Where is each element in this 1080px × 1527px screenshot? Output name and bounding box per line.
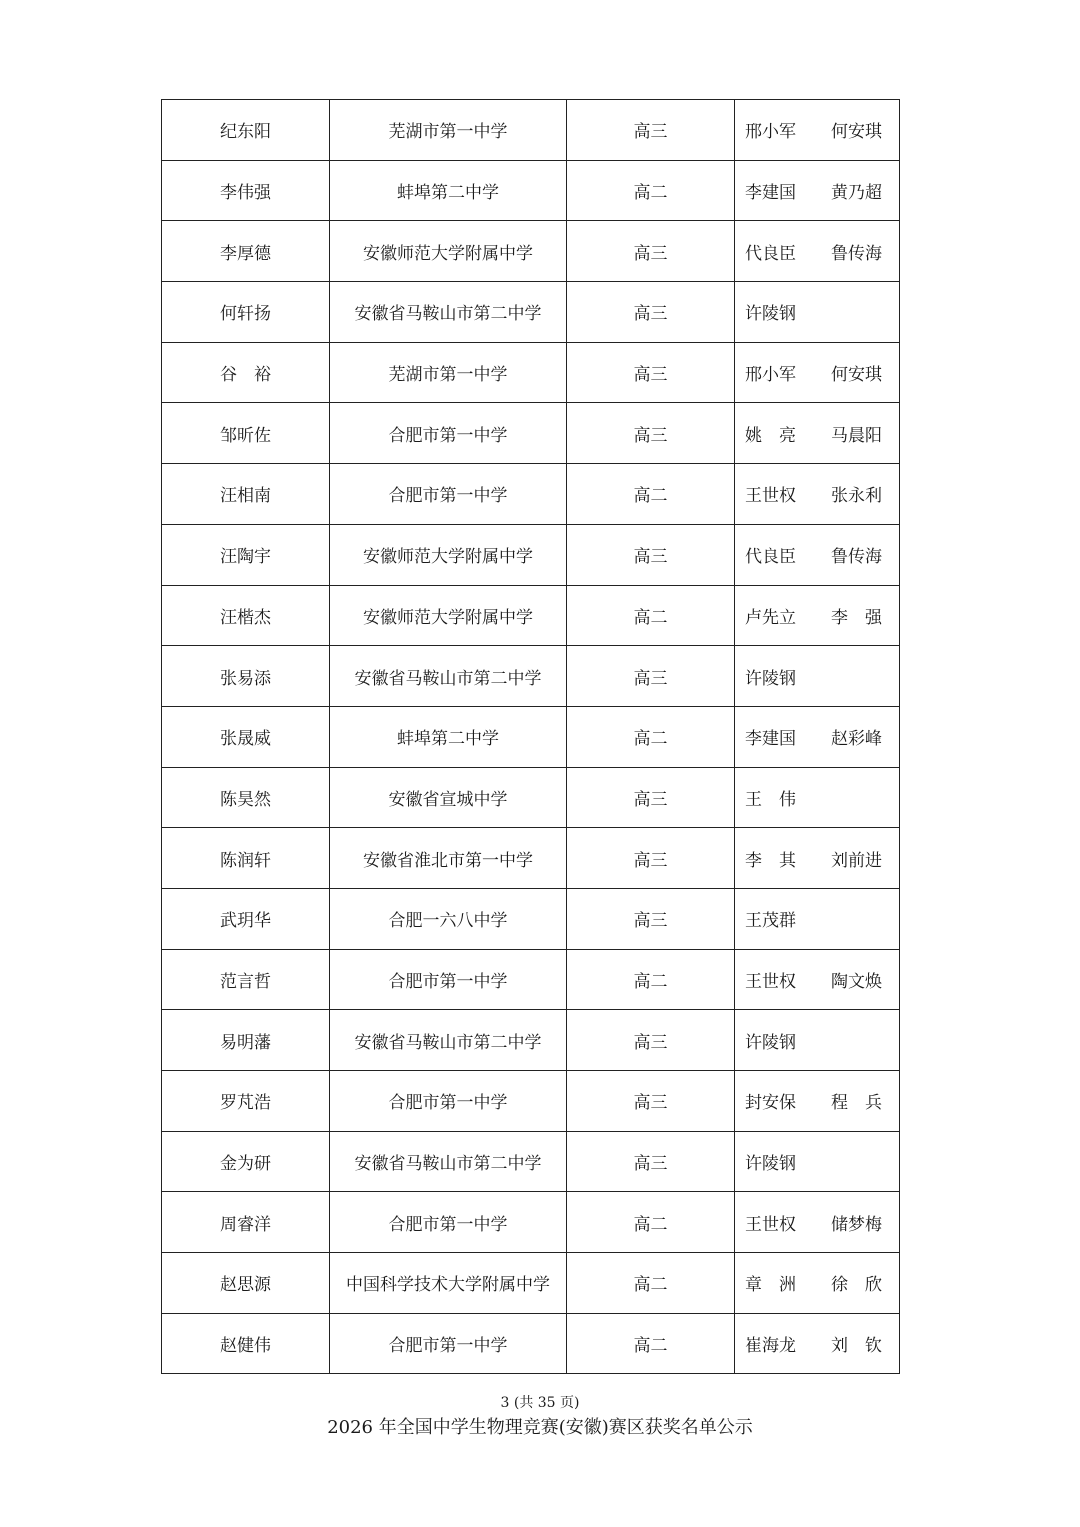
grade-cell: 高三 [567, 646, 735, 707]
student-name-cell: 李伟强 [162, 160, 330, 221]
grade-cell: 高三 [567, 100, 735, 161]
coach-primary: 卢先立 [745, 607, 796, 628]
school-cell: 合肥市第一中学 [330, 403, 567, 464]
coach-cell [735, 342, 900, 403]
coach-cell [735, 828, 900, 889]
grade-cell: 高三 [567, 524, 735, 585]
coach-secondary: 徐 欣 [831, 1275, 882, 1296]
coach-primary: 许陵钢 [745, 304, 796, 325]
coach-secondary: 陶文焕 [831, 971, 882, 992]
grade-cell: 高二 [567, 706, 735, 767]
school-cell: 芜湖市第一中学 [330, 342, 567, 403]
table-row [162, 160, 900, 221]
awards-table-body [162, 100, 900, 1374]
student-name-cell: 谷 裕 [162, 342, 330, 403]
student-name-cell: 周睿洋 [162, 1192, 330, 1253]
student-name-cell: 赵思源 [162, 1253, 330, 1314]
table-row [162, 949, 900, 1010]
coach-primary: 王世权 [745, 971, 796, 992]
coach-cell [735, 221, 900, 282]
coach-cell [735, 160, 900, 221]
grade-cell: 高三 [567, 342, 735, 403]
table-row [162, 1192, 900, 1253]
student-name-cell: 何轩扬 [162, 282, 330, 343]
school-cell: 蚌埠第二中学 [330, 706, 567, 767]
coach-cell [735, 1071, 900, 1132]
coach-primary: 邢小军 [745, 122, 796, 143]
coach-secondary: 何安琪 [831, 122, 882, 143]
coach-primary: 邢小军 [745, 365, 796, 386]
table-row [162, 585, 900, 646]
coach-primary: 李 其 [745, 850, 796, 871]
student-name-cell: 张易添 [162, 646, 330, 707]
coach-primary: 姚 亮 [745, 425, 796, 446]
grade-cell: 高三 [567, 221, 735, 282]
table-row [162, 706, 900, 767]
coach-primary: 章 洲 [745, 1275, 796, 1296]
coach-primary: 李建国 [745, 729, 796, 750]
grade-cell: 高三 [567, 1010, 735, 1071]
coach-primary: 许陵钢 [745, 1154, 796, 1175]
school-cell: 安徽省宣城中学 [330, 767, 567, 828]
coach-secondary: 鲁传海 [831, 243, 882, 264]
grade-cell: 高二 [567, 1253, 735, 1314]
table-row [162, 464, 900, 525]
school-cell: 合肥市第一中学 [330, 1313, 567, 1374]
table-row [162, 100, 900, 161]
coach-secondary: 程 兵 [831, 1093, 882, 1114]
student-name-cell: 张晟威 [162, 706, 330, 767]
table-row [162, 1253, 900, 1314]
coach-cell [735, 524, 900, 585]
grade-cell: 高三 [567, 1071, 735, 1132]
coach-secondary: 刘 钦 [831, 1336, 882, 1357]
grade-cell: 高三 [567, 767, 735, 828]
school-cell: 安徽师范大学附属中学 [330, 524, 567, 585]
grade-cell: 高三 [567, 403, 735, 464]
coach-cell [735, 767, 900, 828]
table-row [162, 1313, 900, 1374]
school-cell: 芜湖市第一中学 [330, 100, 567, 161]
coach-primary: 王世权 [745, 1214, 796, 1235]
grade-cell: 高三 [567, 282, 735, 343]
student-name-cell: 罗芃浩 [162, 1071, 330, 1132]
school-cell: 安徽省马鞍山市第二中学 [330, 646, 567, 707]
school-cell: 安徽省马鞍山市第二中学 [330, 1131, 567, 1192]
coach-cell [735, 706, 900, 767]
student-name-cell: 金为研 [162, 1131, 330, 1192]
coach-cell [735, 949, 900, 1010]
coach-cell [735, 1131, 900, 1192]
table-row [162, 524, 900, 585]
coach-primary: 李建国 [745, 183, 796, 204]
table-row [162, 1131, 900, 1192]
coach-secondary: 李 强 [831, 607, 882, 628]
coach-cell [735, 1192, 900, 1253]
table-row [162, 888, 900, 949]
table-row [162, 767, 900, 828]
coach-cell [735, 1313, 900, 1374]
school-cell: 合肥一六八中学 [330, 888, 567, 949]
student-name-cell: 汪相南 [162, 464, 330, 525]
student-name-cell: 陈昊然 [162, 767, 330, 828]
school-cell: 合肥市第一中学 [330, 949, 567, 1010]
coach-primary: 许陵钢 [745, 1032, 796, 1053]
table-row [162, 646, 900, 707]
grade-cell: 高二 [567, 1192, 735, 1253]
coach-primary: 许陵钢 [745, 668, 796, 689]
grade-cell: 高三 [567, 888, 735, 949]
coach-cell [735, 646, 900, 707]
coach-secondary: 马晨阳 [831, 425, 882, 446]
student-name-cell: 汪陶宇 [162, 524, 330, 585]
page-number: 3 (共 35 页) [500, 1395, 580, 1411]
grade-cell: 高三 [567, 828, 735, 889]
school-cell: 安徽省淮北市第一中学 [330, 828, 567, 889]
table-row [162, 342, 900, 403]
school-cell: 中国科学技术大学附属中学 [330, 1253, 567, 1314]
coach-cell [735, 282, 900, 343]
coach-primary: 王茂群 [745, 911, 796, 932]
coach-secondary: 张永利 [831, 486, 882, 507]
coach-secondary: 赵彩峰 [831, 729, 882, 750]
school-cell: 安徽省马鞍山市第二中学 [330, 1010, 567, 1071]
awards-table [161, 99, 900, 1374]
coach-cell [735, 1010, 900, 1071]
coach-cell [735, 464, 900, 525]
student-name-cell: 范言哲 [162, 949, 330, 1010]
grade-cell: 高二 [567, 160, 735, 221]
coach-secondary: 黄乃超 [831, 183, 882, 204]
coach-secondary: 刘前进 [831, 850, 882, 871]
coach-secondary: 储梦梅 [831, 1214, 882, 1235]
school-cell: 安徽省马鞍山市第二中学 [330, 282, 567, 343]
coach-cell [735, 1253, 900, 1314]
student-name-cell: 邹昕佐 [162, 403, 330, 464]
table-row [162, 221, 900, 282]
grade-cell: 高三 [567, 1131, 735, 1192]
table-row [162, 1071, 900, 1132]
table-row [162, 1010, 900, 1071]
coach-secondary: 何安琪 [831, 365, 882, 386]
student-name-cell: 易明藩 [162, 1010, 330, 1071]
coach-cell [735, 100, 900, 161]
student-name-cell: 赵健伟 [162, 1313, 330, 1374]
school-cell: 合肥市第一中学 [330, 1192, 567, 1253]
school-cell: 合肥市第一中学 [330, 1071, 567, 1132]
student-name-cell: 陈润轩 [162, 828, 330, 889]
student-name-cell: 汪楷杰 [162, 585, 330, 646]
student-name-cell: 纪东阳 [162, 100, 330, 161]
coach-cell [735, 403, 900, 464]
document-footer-title: 2026 年全国中学生物理竞赛(安徽)赛区获奖名单公示 [327, 1417, 753, 1438]
coach-primary: 封安保 [745, 1093, 796, 1114]
student-name-cell: 李厚德 [162, 221, 330, 282]
grade-cell: 高二 [567, 464, 735, 525]
table-row [162, 828, 900, 889]
table-row [162, 282, 900, 343]
grade-cell: 高二 [567, 585, 735, 646]
school-cell: 合肥市第一中学 [330, 464, 567, 525]
table-row [162, 403, 900, 464]
school-cell: 安徽师范大学附属中学 [330, 221, 567, 282]
grade-cell: 高二 [567, 1313, 735, 1374]
coach-primary: 王 伟 [745, 789, 796, 810]
coach-primary: 崔海龙 [745, 1336, 796, 1357]
coach-secondary: 鲁传海 [831, 547, 882, 568]
coach-primary: 代良臣 [745, 243, 796, 264]
coach-cell [735, 888, 900, 949]
coach-primary: 王世权 [745, 486, 796, 507]
school-cell: 安徽师范大学附属中学 [330, 585, 567, 646]
coach-cell [735, 585, 900, 646]
student-name-cell: 武玥华 [162, 888, 330, 949]
grade-cell: 高二 [567, 949, 735, 1010]
coach-primary: 代良臣 [745, 547, 796, 568]
school-cell: 蚌埠第二中学 [330, 160, 567, 221]
